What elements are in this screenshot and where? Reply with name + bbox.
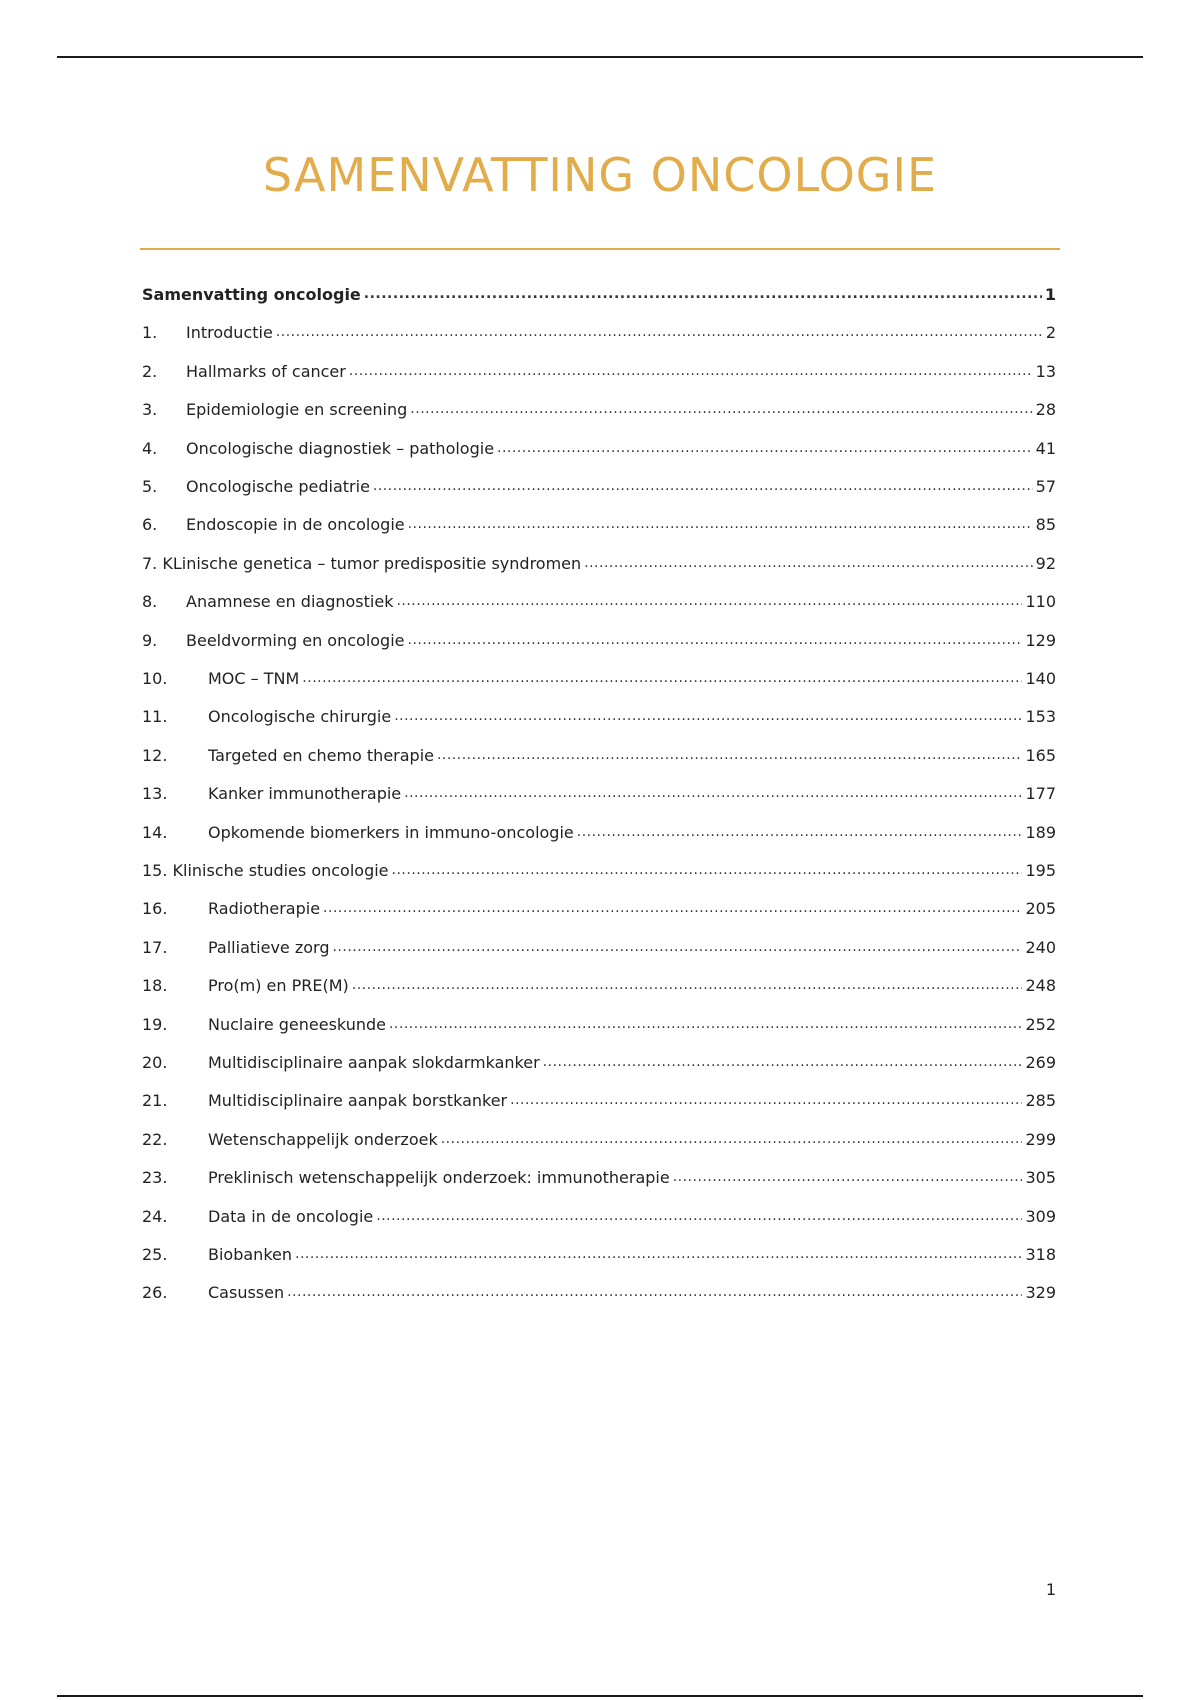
toc-leader-dots [437, 745, 1022, 761]
toc-leader-dots [287, 1282, 1022, 1298]
toc-entry-number: 26. [142, 1283, 168, 1303]
toc-entry-title: Oncologische chirurgie [208, 707, 392, 727]
toc-entry-page: 285 [1025, 1091, 1056, 1111]
toc-entry-title: Palliatieve zorg [208, 937, 330, 957]
toc-leader-dots [352, 975, 1023, 991]
toc-entry[interactable] [142, 937, 1056, 961]
toc-entry-title: Opkomende biomerkers in immuno-oncologie [208, 822, 574, 842]
toc-leader-dots [673, 1167, 1023, 1183]
toc-entry[interactable] [142, 1052, 1056, 1076]
toc-leader-dots [332, 937, 1022, 953]
toc-entry[interactable] [142, 1206, 1056, 1230]
toc-entry[interactable] [142, 630, 1056, 654]
toc-entry-title: Biobanken [208, 1245, 292, 1264]
toc-leader-dots [408, 630, 1023, 646]
toc-leader-dots [584, 553, 1032, 569]
title-underline [140, 248, 1060, 250]
toc-entry-title: Wetenschappelijk onderzoek [208, 1129, 438, 1149]
toc-entry[interactable] [142, 860, 1056, 884]
toc-leader-dots [441, 1129, 1023, 1145]
toc-entry-page: 85 [1035, 515, 1056, 535]
toc-leader-dots [373, 476, 1033, 492]
toc-entry-title: Data in de oncologie [208, 1206, 374, 1226]
toc-entry-page: 305 [1025, 1168, 1056, 1188]
toc-entry[interactable] [142, 783, 1056, 807]
toc-entry-number: 8. [142, 592, 158, 612]
toc-entry-number: 14. [142, 822, 168, 842]
toc-entry-title: Endoscopie in de oncologie [186, 515, 405, 535]
toc-heading-page: 1 [1044, 285, 1056, 304]
toc-entry-number: 9. [142, 630, 158, 650]
toc-entry-page: 13 [1035, 361, 1056, 381]
toc-entry-page: 195 [1025, 861, 1056, 880]
toc-entry[interactable] [142, 553, 1056, 577]
toc-entry[interactable] [142, 1090, 1056, 1114]
toc-entry-number: 12. [142, 745, 168, 765]
toc-entry[interactable] [142, 1244, 1056, 1268]
toc-entry-page: 92 [1035, 553, 1056, 573]
toc-entry-number: 16. [142, 899, 168, 919]
toc-entry-page: 189 [1025, 822, 1056, 842]
toc-entry-page: 329 [1025, 1283, 1056, 1303]
toc-entry-title: Oncologische diagnostiek – pathologie [186, 438, 495, 458]
toc-entry-page: 153 [1025, 707, 1056, 727]
toc-entry-title: Hallmarks of cancer [186, 361, 346, 381]
toc-entry[interactable] [142, 898, 1056, 922]
toc-entry[interactable] [142, 322, 1056, 346]
toc-entry-page: 57 [1035, 477, 1056, 496]
toc-entry-page: 140 [1025, 669, 1056, 688]
toc-entry-title: 7. KLinische genetica – tumor predispositie syndromen [142, 553, 582, 573]
toc-leader-dots [497, 438, 1033, 454]
page-number: 1 [1045, 1580, 1056, 1599]
toc-entry[interactable] [142, 668, 1056, 692]
toc-leader-dots [408, 514, 1033, 530]
document-title: SAMENVATTING ONCOLOGIE [262, 148, 938, 202]
toc-entry-page: 2 [1045, 323, 1056, 343]
toc-entry-title: Preklinisch wetenschappelijk onderzoek: immunotherapie [208, 1168, 670, 1188]
toc-entry-number: 2. [142, 361, 158, 381]
toc-entry-number: 13. [142, 784, 168, 804]
toc-entry[interactable] [142, 1129, 1056, 1153]
toc-leader-dots [394, 706, 1022, 722]
toc-entry-title: Casussen [208, 1283, 285, 1303]
toc-entry[interactable] [142, 476, 1056, 500]
toc-entry-page: 165 [1025, 745, 1056, 765]
toc-entry-page: 248 [1025, 976, 1056, 996]
toc-entry-number: 24. [142, 1206, 168, 1226]
toc-leader-dots [295, 1244, 1022, 1260]
toc-leader-dots [389, 1014, 1022, 1030]
toc-entry[interactable] [142, 514, 1056, 538]
toc-entry-number: 20. [142, 1053, 168, 1072]
toc-entry-title: Radiotherapie [208, 899, 321, 919]
toc-leader-dots [510, 1090, 1022, 1106]
toc-entry-number: 11. [142, 707, 168, 727]
toc-entry-title: Anamnese en diagnostiek [186, 592, 394, 612]
toc-entry-title: Introductie [186, 323, 273, 343]
toc-entry-number: 6. [142, 515, 158, 535]
toc-entry[interactable] [142, 438, 1056, 462]
toc-leader-dots [276, 322, 1043, 338]
toc-entry-page: 299 [1025, 1129, 1056, 1149]
toc-entry-page: 309 [1025, 1206, 1056, 1226]
toc-entry-title: Epidemiologie en screening [186, 400, 408, 420]
toc-entry-number: 17. [142, 937, 168, 957]
toc-entry-title: 15. Klinische studies oncologie [142, 861, 389, 880]
toc-entry-number: 18. [142, 976, 168, 996]
toc-entry[interactable] [142, 1014, 1056, 1038]
toc-entry-title: Kanker immunotherapie [208, 784, 402, 804]
bottom-border-line [57, 1695, 1143, 1697]
toc-entry-title: Oncologische pediatrie [186, 477, 370, 496]
toc-heading-title: Samenvatting oncologie [142, 285, 361, 304]
toc-entry-title: Pro(m) en PRE(M) [208, 976, 349, 996]
toc-entry-page: 318 [1025, 1245, 1056, 1264]
toc-entry[interactable] [142, 591, 1056, 615]
toc-entry-number: 10. [142, 669, 168, 688]
toc-leader-dots [392, 860, 1023, 876]
toc-entry-number: 4. [142, 438, 158, 458]
toc-entry-number: 3. [142, 400, 158, 420]
toc-entry-title: Multidisciplinaire aanpak borstkanker [208, 1091, 508, 1111]
toc-entry-title: Targeted en chemo therapie [208, 745, 434, 765]
toc-leader-dots [376, 1206, 1022, 1222]
toc-leader-dots [543, 1052, 1023, 1068]
toc-entry-page: 41 [1035, 438, 1056, 458]
toc-entry-number: 25. [142, 1245, 168, 1264]
toc-entry-number: 21. [142, 1091, 168, 1111]
toc-entry-number: 5. [142, 477, 158, 496]
toc-entry[interactable] [142, 1167, 1056, 1191]
toc-entry[interactable] [142, 975, 1056, 999]
toc-leader-dots [396, 591, 1022, 607]
toc-entry-page: 240 [1025, 937, 1056, 957]
toc-entry-title: MOC – TNM [208, 669, 300, 688]
toc-entry-page: 177 [1025, 784, 1056, 804]
toc-leader-dots [410, 399, 1032, 415]
toc-entry-title: Beeldvorming en oncologie [186, 630, 405, 650]
toc-leader-dots [302, 668, 1022, 684]
toc-entry-page: 28 [1035, 400, 1056, 420]
toc-heading-row[interactable] [142, 284, 1056, 308]
toc-entry[interactable] [142, 361, 1056, 385]
toc-entry[interactable] [142, 1282, 1056, 1306]
toc-entry-number: 1. [142, 323, 158, 343]
toc-entry-number: 22. [142, 1129, 168, 1149]
toc-entry[interactable] [142, 745, 1056, 769]
toc-leader-dots [577, 822, 1023, 838]
toc-entry-page: 110 [1025, 592, 1056, 612]
toc-leader-dots [323, 898, 1022, 914]
toc-entry[interactable] [142, 399, 1056, 423]
toc-leader-dots [364, 284, 1042, 300]
toc-entry[interactable] [142, 706, 1056, 730]
toc-entry-page: 269 [1025, 1053, 1056, 1072]
toc-leader-dots [404, 783, 1022, 799]
toc-leader-dots [349, 361, 1033, 377]
toc-entry-title: Nuclaire geneeskunde [208, 1014, 386, 1034]
top-border-line [57, 56, 1143, 58]
toc-entry-page: 252 [1025, 1014, 1056, 1034]
toc-entry[interactable] [142, 822, 1056, 846]
toc-entry-title: Multidisciplinaire aanpak slokdarmkanker [208, 1053, 540, 1072]
toc-entry-page: 129 [1025, 630, 1056, 650]
toc-entry-number: 19. [142, 1014, 168, 1034]
toc-entry-page: 205 [1025, 899, 1056, 919]
toc-entry-number: 23. [142, 1168, 168, 1188]
